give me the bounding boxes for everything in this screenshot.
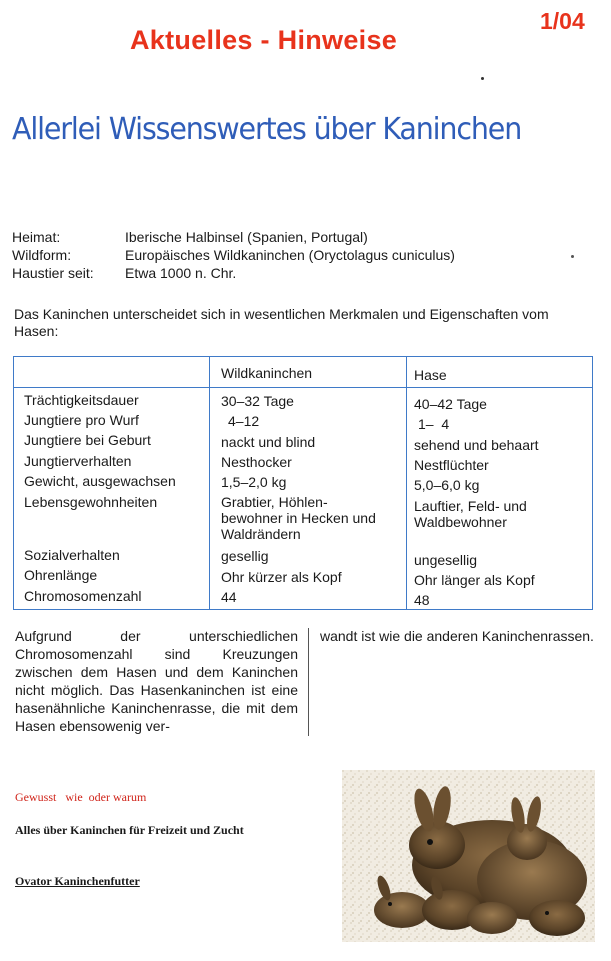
issue-number: 1/04 xyxy=(540,8,585,34)
hase-value: Nestflüchter xyxy=(414,457,489,473)
hase-value: 48 xyxy=(414,592,430,608)
table-divider xyxy=(209,357,210,609)
hase-value: 40–42 Tage xyxy=(414,396,487,412)
page-header-title: Aktuelles - Hinweise xyxy=(130,25,398,55)
wild-value: 44 xyxy=(221,589,237,605)
info-key: Wildform: xyxy=(12,247,72,263)
hase-value: Ohr länger als Kopf xyxy=(414,572,535,588)
row-label: Jungtiere bei Geburt xyxy=(24,432,151,448)
hase-value: 1– 4 xyxy=(418,416,450,432)
info-key: Heimat: xyxy=(12,229,61,245)
info-value: Etwa 1000 n. Chr. xyxy=(125,265,237,281)
hase-value: 5,0–6,0 kg xyxy=(414,477,480,493)
row-label: Lebensgewohnheiten xyxy=(24,494,158,510)
table-divider xyxy=(406,357,407,609)
wild-value: Grabtier, Höhlen- bewohner in Hecken und Waldrändern xyxy=(221,494,376,542)
article-title: Allerlei Wissenswertes über Kaninchen xyxy=(12,112,522,147)
wild-value: nackt und blind xyxy=(221,434,316,450)
table-header-wild: Wildkaninchen xyxy=(221,365,313,381)
table-divider xyxy=(14,387,592,388)
hase-value: sehend und behaart xyxy=(414,437,539,453)
info-value: Iberische Halbinsel (Spanien, Portugal) xyxy=(125,229,368,245)
row-label: Jungtiere pro Wurf xyxy=(24,412,139,428)
row-label: Jungtierverhalten xyxy=(24,453,132,469)
hase-value: Lauftier, Feld- und Waldbewohner xyxy=(414,498,527,530)
wild-value: 1,5–2,0 kg xyxy=(221,474,287,490)
row-label: Sozialverhalten xyxy=(24,547,120,563)
info-key: Haustier seit: xyxy=(12,265,94,281)
intro-paragraph: Das Kaninchen unterscheidet sich in wesentlichen Merkmalen und Eigenschaften vom Hasen: xyxy=(14,306,549,339)
info-value: Europäisches Wildkaninchen (Oryctolagus cuniculus) xyxy=(125,247,455,263)
body-text-left: Aufgrund der unterschiedlichen Chromosomenzahl sind Kreuzungen zwischen dem Hasen und dem Kaninchen nicht möglich. Das Hasenkaninchen ist eine hasenähnliche Kaninchenrasse, die mit dem Hasen ebensowenig ver- xyxy=(15,628,298,734)
rabbits-photo-icon xyxy=(342,770,595,942)
comparison-table xyxy=(13,356,593,610)
row-label: Chromosomenzahl xyxy=(24,588,142,604)
footer-sponsor-link[interactable]: Ovator Kaninchenfutter xyxy=(15,874,140,888)
wild-value: 30–32 Tage xyxy=(221,393,294,409)
footer-book-title: Alles über Kaninchen für Freizeit und Zucht xyxy=(15,823,244,837)
wild-value: Nesthocker xyxy=(221,454,292,470)
row-label: Gewicht, ausgewachsen xyxy=(24,473,176,489)
column-divider xyxy=(308,628,309,736)
wild-value: 4–12 xyxy=(228,413,260,429)
stray-mark xyxy=(481,77,484,80)
stray-mark xyxy=(571,255,574,258)
wild-value: Ohr kürzer als Kopf xyxy=(221,569,342,585)
footer-tagline: Gewusst wie oder warum xyxy=(15,790,147,804)
table-header-hase: Hase xyxy=(414,367,447,383)
hase-value: ungesellig xyxy=(414,552,478,568)
wild-value: gesellig xyxy=(221,548,269,564)
row-label: Ohrenlänge xyxy=(24,567,98,583)
body-text-right: wandt ist wie die anderen Kaninchenrassen. xyxy=(320,628,594,644)
row-label: Trächtigkeitsdauer xyxy=(24,392,139,408)
